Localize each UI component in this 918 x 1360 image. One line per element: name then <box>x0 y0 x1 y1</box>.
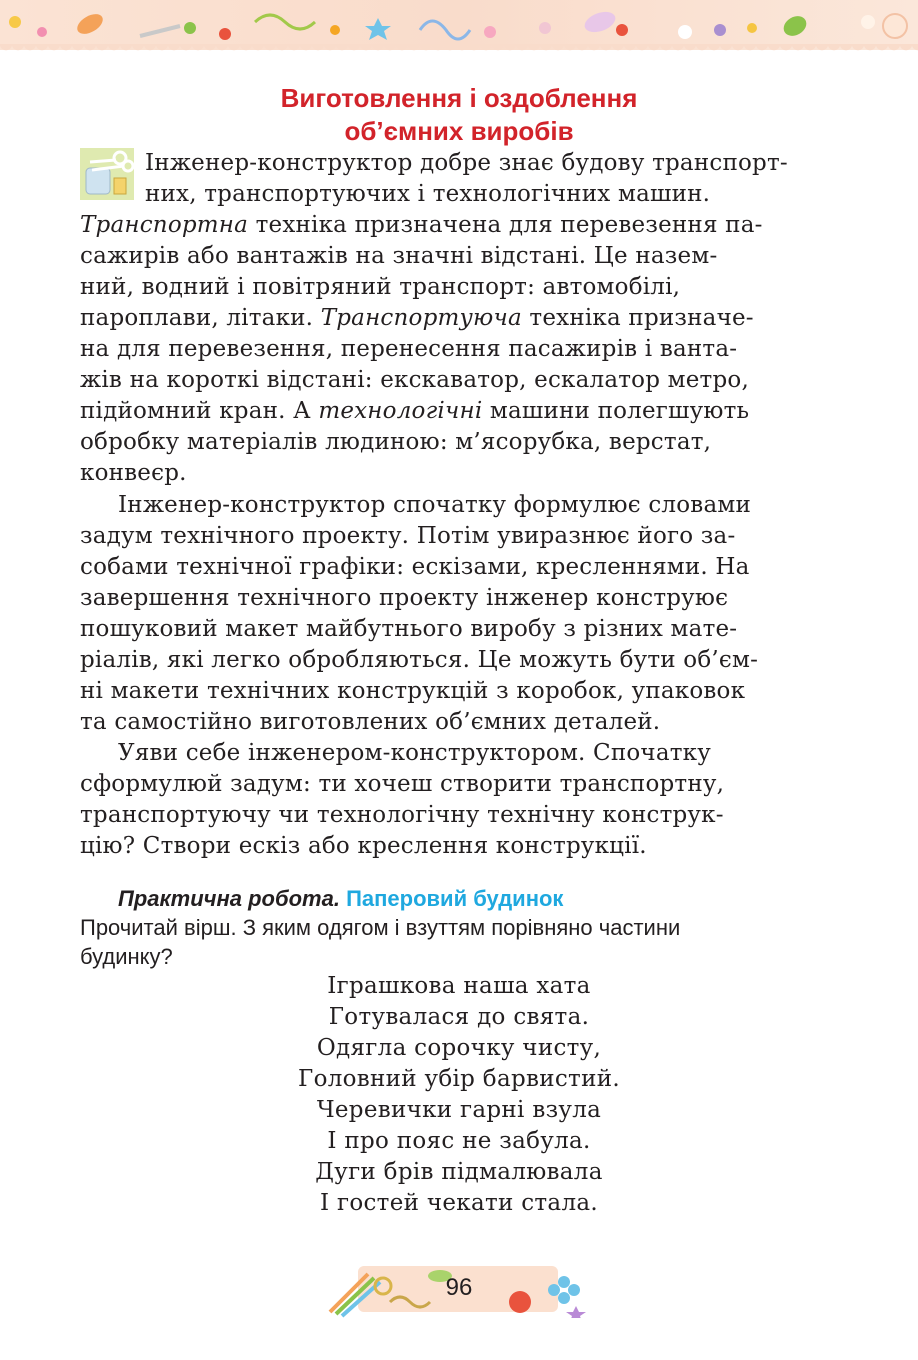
poem-line: Головний убір барвистий. <box>298 1066 620 1092</box>
star-icon <box>365 18 391 40</box>
page-title-line-2: об’ємних виробів <box>344 116 574 146</box>
poem-line: Іграшкова наша хата <box>327 973 591 999</box>
ribbon-icon <box>255 15 470 39</box>
text-line: Уяви себе інженером-конструктором. Спочатку <box>118 740 711 766</box>
text-line: пароплави, літаки. Транспортуюча техніка призначе- <box>80 305 754 331</box>
text-line: транспортуючу чи технологічну технічну конструк- <box>80 802 724 828</box>
practical-name: Паперовий будинок <box>339 886 564 911</box>
poem-line: Одягла сорочку чисту, <box>316 1035 602 1061</box>
task-instruction <box>80 913 844 971</box>
text-line: задум технічного проекту. Потім увиразнює його за- <box>80 523 736 549</box>
text-line: ріалів, які легко обробляються. Це можуть бути об’єм- <box>80 647 759 673</box>
poem-line: Дуги брів підмалювала <box>315 1159 603 1185</box>
stick-icon <box>140 26 180 36</box>
page-title-line-1: Виготовлення і оздоблення <box>280 83 638 113</box>
paragraph-engineer-process <box>80 490 844 738</box>
text-line: ний, водний і повітряний транспорт: автомобілі, <box>80 274 681 300</box>
text-line: пошуковий макет майбутнього виробу з різних мате- <box>80 616 738 642</box>
poem <box>0 971 918 1219</box>
poem-line: Черевички гарні взула <box>316 1097 602 1123</box>
text-line: завершення технічного проекту інженер конструює <box>80 585 729 611</box>
text-line: них, транспортуючих і технологічних машин. <box>145 181 711 207</box>
text-line: жів на короткі відстані: екскаватор, ескалатор метро, <box>80 367 749 393</box>
text-line: підйомний кран. А технологічні машини полегшують <box>80 398 750 424</box>
poem-line: Готувалася до свята. <box>328 1004 590 1030</box>
page-number: 96 <box>445 1274 473 1301</box>
practical-label: Практична робота <box>118 886 334 911</box>
text-line: сформулюй задум: ти хочеш створити транспортну, <box>80 771 725 797</box>
text-line: сажирів або вантажів на значні відстані. Це назем- <box>80 243 718 269</box>
top-decorative-band <box>0 0 918 50</box>
poem-line: І гостей чекати стала. <box>320 1190 598 1216</box>
text-line: ні макети технічних конструкцій з коробок, упаковок <box>80 678 746 704</box>
practical-dot: . <box>333 886 340 911</box>
paragraph-imagine-engineer <box>80 738 844 862</box>
term-technological: технологічні <box>318 398 483 424</box>
term-transport: Транспортна <box>80 212 249 238</box>
band-ornaments <box>0 0 918 50</box>
text-line: на для перевезення, перенесення пасажирів і ванта- <box>80 336 738 362</box>
text-line: собами технічної графіки: ескізами, кресленнями. На <box>80 554 750 580</box>
text-line: конвеєр. <box>80 460 187 486</box>
text-line: та самостійно виготовлених об’ємних деталей. <box>80 709 661 735</box>
term-transporting: Транспортуюча <box>320 305 522 331</box>
text-line: Прочитай вірш. З яким одягом і взуттям порівняно частини <box>80 915 681 940</box>
text-line: Інженер-конструктор спочатку формулює словами <box>118 492 751 518</box>
text-line: обробку матеріалів людиною: м’ясорубка, верстат, <box>80 429 712 455</box>
text-line: Транспортна техніка призначена для перевезення па- <box>80 212 763 238</box>
text-line: цію? Створи ескіз або креслення конструкції. <box>80 833 647 859</box>
poem-line: І про пояс не забула. <box>327 1128 591 1154</box>
text-line: будинку? <box>80 944 173 969</box>
text-line: Інженер-конструктор добре знає будову транспорт- <box>145 150 788 176</box>
paragraph-engineer-knowledge <box>80 148 844 489</box>
practical-work-heading <box>118 884 563 914</box>
